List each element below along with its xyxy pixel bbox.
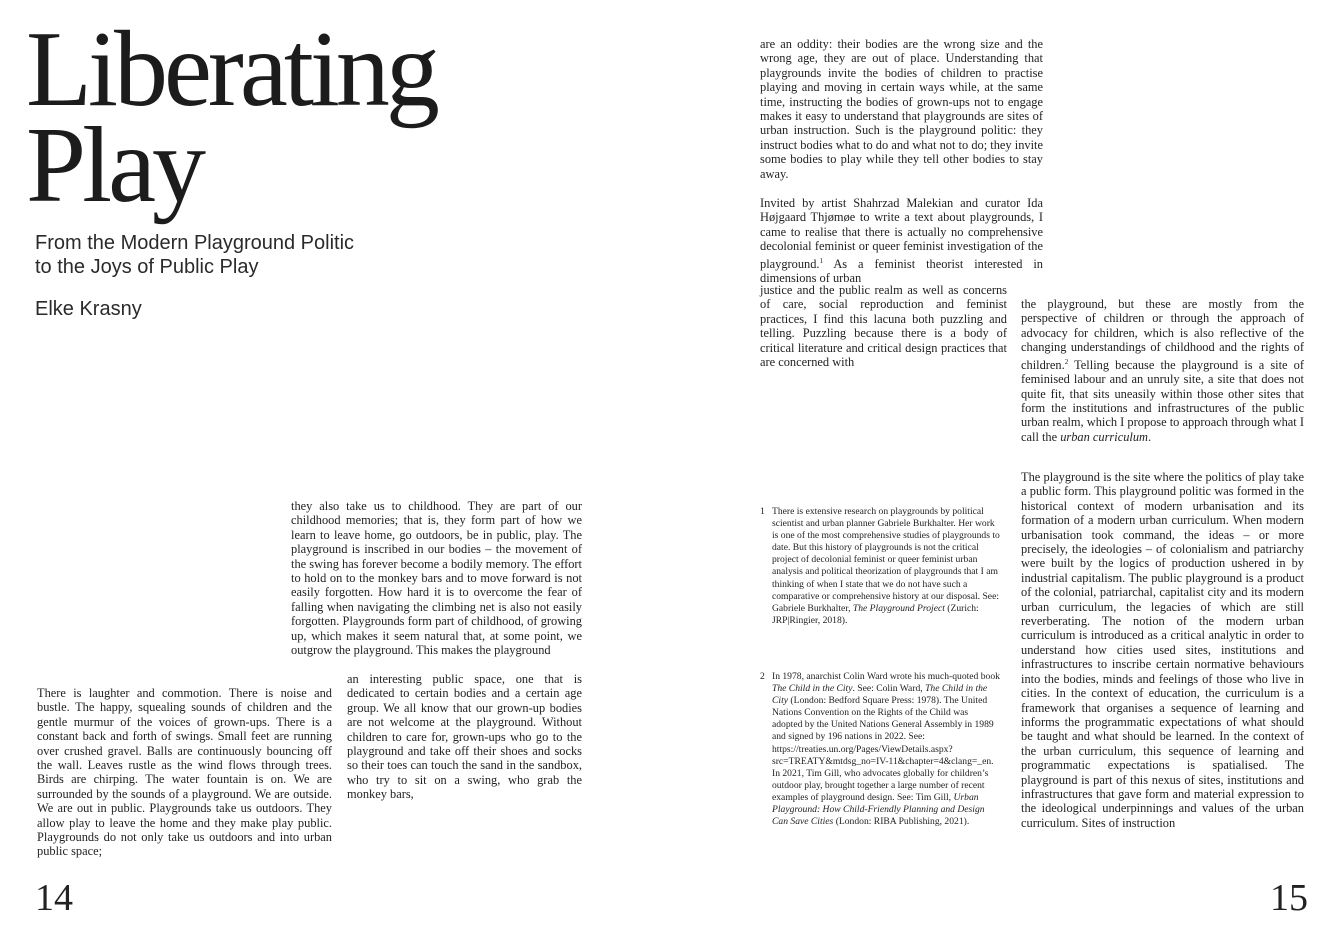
footnote-1-book-title: The Playground Project [852,602,945,614]
subtitle-line-1: From the Modern Playground Politic [35,232,355,254]
body-paragraph-invited-cont: justice and the public realm as well as concerns of care, social reproduction and feminist practices, I find this lacuna both puzzling and telling. Puzzling because there is a body of critical literature and critical design practices that are concerned with [760,283,1007,370]
invited-text-end: As a feminist theorist interested in dimensions of urban [760,256,1043,286]
col2-text-mid: Telling because the playground is a site of feminised labour and an unruly site, a site that does not quite fit, that sits uneasily within those other sites that form the institutions and infrastructures of the public urban realm, which I propose to approach through what I call the [1021,357,1304,444]
footnote-text [772,506,1000,627]
body-paragraph-col2-playground-politic: The playground is the site where the politics of play take a public form. This playground politic was formed in the historical context of modern urbanisation and its formation of a modern urban curriculum. When modern urbanisation took command, the ideas – or more precisely, the ideologies – of colonialism and patriarchy were built by the logics of production ushered in by industrial capitalism. The public playground is a product of the colonial, patriarchal, capitalist city and its modern urban curriculum, the legacies of which are still reverberating. The notion of the modern urban curriculum is introduced as a critical analytic in order to understand how cities used sites, institutions and infrastructures to inscribe certain normative behaviours into the bodies, minds and feelings of those who live in cities. In the context of education, the curriculum is a framework that organises a sequence of learning and informs the programmatic expectations of what should be taught and what should be learned. In the context of the urban curriculum, this sequence of learning and programmatic expectations is spatialised. The playground is part of this nexus of sites, institutions and infrastructures that gave form and material expression to the ideological underpinnings and values of the urban curriculum. Sites of instruction [1021,470,1304,830]
page-number-left: 14 [35,877,73,919]
title-line-1: Liberating [26,10,436,129]
urban-curriculum-term: urban curriculum [1060,429,1148,444]
footnote-number: 2 [760,671,765,682]
footnote-1-publisher: (Zurich: JRP|Ringier, 2018). [772,602,979,626]
footnote-2-text-2: . See: Colin Ward, [852,683,926,695]
article-subtitle [35,231,354,279]
title-line-2: Play [26,106,203,225]
invited-text-start: Invited by artist Shahrzad Malekian and curator Ida Højgaard Thjømøe to write a text about playgrounds, I came to realise that there is actually no comprehensive decolonial feminist or queer feminist investigation of the playground. [760,196,1043,271]
page-number-right: 15 [1270,877,1308,919]
body-paragraph-mid-bottom: an interesting public space, one that is dedicated to certain bodies and a certain age group. We all know that our grown-up bodies are not welcome at the playground. Without children to care for, grown-ups who go to the playground and take off their shoes and socks so their toes can touch the sand in the sandbox, who try to sit on a swing, who grab the monkey bars, [347,672,582,802]
col2-text-end: . [1147,429,1152,444]
body-paragraph-opening: There is laughter and commotion. There is noise and bustle. The happy, squealing sounds of children and the gentle murmur of the voices of grown-ups. There is a constant back and forth of swings. Small feet are running over crushed gravel. Balls are continuously bouncing off the wall. Leaves rustle as the wind flows through trees. Birds are chirping. The water fountain is on. We are surrounded by the sounds of a playground. We are outside. We are out in public. Playgrounds take us outdoors. They allow play to leave the home and they make play public. Playgrounds do not only take us outdoors and into urban public space; [37,686,332,859]
footnote-1-text: There is extensive research on playgrounds by political scientist and urban planner Gabriele Burkhalter. Her work is one of the most comprehensive studies of playgrounds to date. But this history of playgrounds is not the critical project of decolonial feminist or queer feminist urban analysis and political theorization of playgrounds that I am thinking of when I state that we do not have such a comparative or comprehensive history at our disposal. See: Gabriele Burkhalter, [772,506,1000,614]
body-paragraph-col2-top [1021,297,1304,444]
footnote-2 [760,671,1000,828]
footnote-2-text-4: (London: RIBA Publishing, 2021). [833,816,970,828]
footnote-2-book-title-3: Urban Playground: How Child-Friendly Planning and Design Can Save Cities [772,791,985,828]
footnote-ref-2[interactable]: 2 [1064,357,1069,366]
footnote-text [772,671,1000,828]
footnote-2-text-1: In 1978, anarchist Colin Ward wrote his much-quoted book [772,671,1000,682]
footnote-2-text-3: (London: Bedford Square Press: 1978). The United Nations Convention on the Rights of the Child was adopted by the United Nations General Assembly in 1989 and signed by 196 nations in 2022. See: https://treaties.un.org/Pages/ViewDetails.aspx?src=TREATY&mtdsg_no=IV-11&chapter=4&clang=_en. In 2021, Tim Gill, who advocates globally for children’s outdoor play, brought together a large number of recent examples of playground design. See: Tim Gill, [772,695,994,803]
body-paragraph-invited [760,196,1043,286]
footnote-2-book-title-1: The Child in the City [772,683,853,695]
footnote-2-book-title-2: The Child in the City [772,683,988,707]
footnote-1 [760,506,1000,627]
col2-text-start: the playground, but these are mostly from the perspective of children or through the approach of advocacy for children, which is also reflective of the changing understandings of childhood and the rights of children. [1021,297,1304,372]
body-paragraph-right-top: are an oddity: their bodies are the wrong size and the wrong age, they are out of place. Understanding that playgrounds invite the bodies of children to practise playing and moving in certain ways while, at the same time, instructing the bodies of grown-ups not to engage makes it easy to understand that playgrounds are sites of urban instruction. Such is the playground politic: they instruct bodies what to do and what not to do; they invite some bodies to play while they tell other bodies to stay away. [760,37,1043,181]
footnote-ref-1[interactable]: 1 [819,256,824,265]
footnote-number: 1 [760,506,765,517]
subtitle-line-2: to the Joys of Public Play [35,256,259,278]
article-title [26,10,436,225]
body-paragraph-mid-top: they also take us to childhood. They are part of our childhood memories; that is, they form part of how we learn to leave home, go outdoors, be in public, play. The playground is inscribed in our bodies – the movement of the swing has forever become a bodily memory. The effort to hold on to the monkey bars and to move forward is not easily forgotten. How hard it is to overcome the fear of falling when navigating the climbing net is also not easily forgotten. Playgrounds form part of childhood, of growing up, which makes it seem natural that, at some point, we outgrow the playground. This makes the playground [291,499,582,658]
author-name: Elke Krasny [35,298,142,320]
